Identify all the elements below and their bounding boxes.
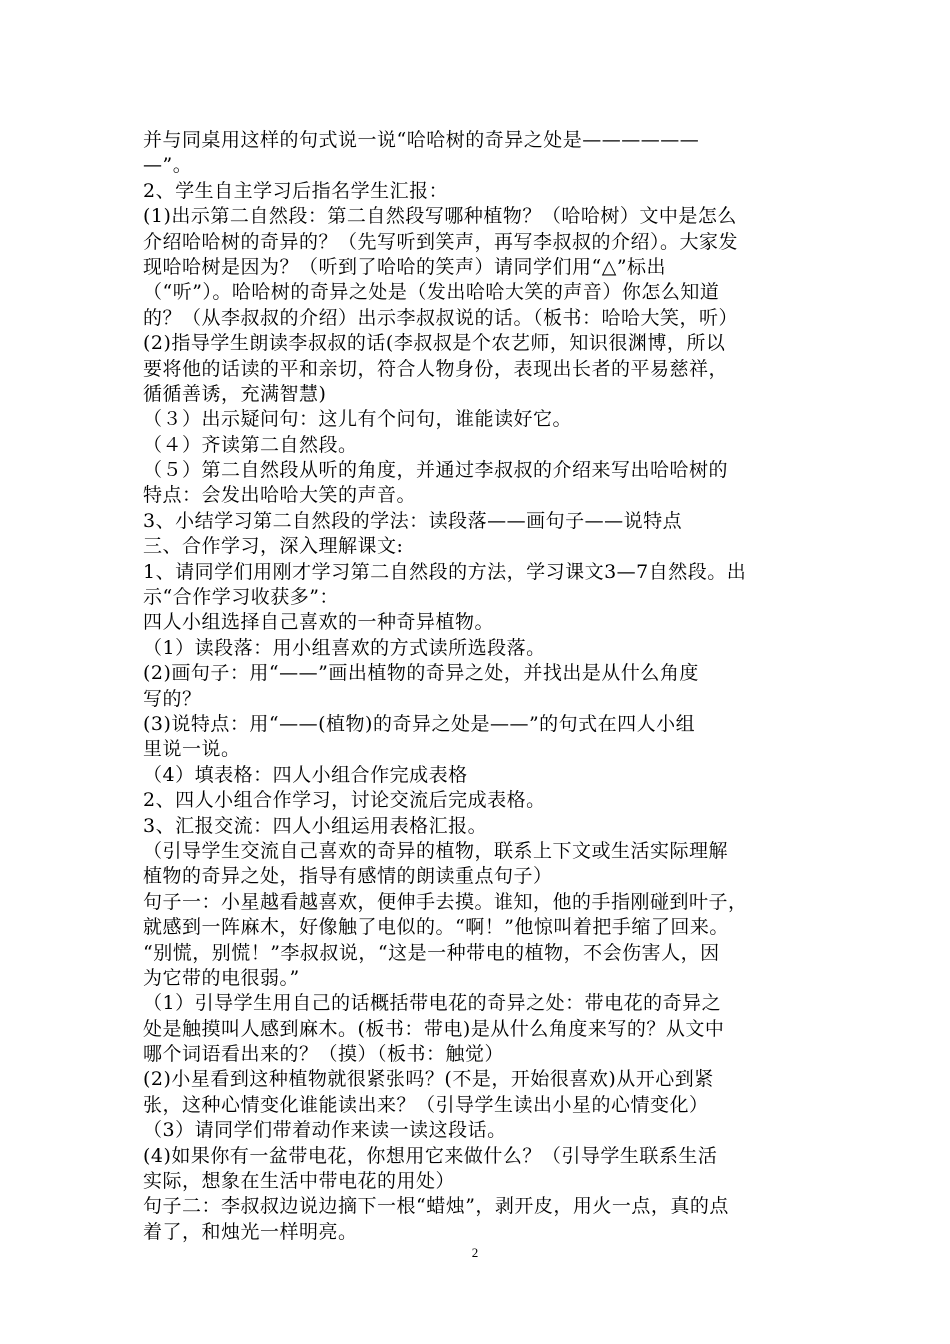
text-line: 句子一：小星越看越喜欢，便伸手去摸。谁知，他的手指刚碰到叶子， <box>143 890 748 913</box>
text-line: 2、四人小组合作学习，讨论交流后完成表格。 <box>143 789 546 812</box>
body-text <box>143 128 815 1245</box>
text-line: 就感到一阵麻木，好像触了电似的。“啊！”他惊叫着把手缩了回来。 <box>143 916 729 939</box>
text-line: 的？（从李叔叔的介绍）出示李叔叔说的话。（板书：哈哈大笑，听） <box>143 306 739 329</box>
text-line: (2)小星看到这种植物就很紧张吗？(不是，开始很喜欢)从开心到紧 <box>143 1068 714 1091</box>
text-line: （引导学生交流自己喜欢的奇异的植物，联系上下文或生活实际理解 <box>143 839 729 862</box>
text-line: 处是触摸叫人感到麻木。(板书：带电)是从什么角度来写的？从文中 <box>143 1017 725 1040</box>
text-line: —”。 <box>143 154 193 177</box>
text-line: （３）出示疑问句：这儿有个问句，谁能读好它。 <box>143 408 573 431</box>
text-line: 特点：会发出哈哈大笑的声音。 <box>143 484 417 507</box>
text-line: （５）第二自然段从听的角度，并通过李叔叔的介绍来写出哈哈树的 <box>143 459 729 482</box>
text-line: 现哈哈树是因为？（听到了哈哈的笑声）请同学们用“△”标出 <box>143 255 667 278</box>
text-line: (3)说特点：用“——(植物)的奇异之处是——”的句式在四人小组 <box>143 712 696 735</box>
text-line: 植物的奇异之处，指导有感情的朗读重点句子） <box>143 865 553 888</box>
text-line: (2)指导学生朗读李叔叔的话(李叔叔是个农艺师，知识很渊博，所以 <box>143 332 726 355</box>
text-line: 张，这种心情变化谁能读出来？（引导学生读出小星的心情变化） <box>143 1093 709 1116</box>
text-line: 循循善诱，充满智慧) <box>143 382 327 405</box>
text-line: 3、汇报交流：四人小组运用表格汇报。 <box>143 814 488 837</box>
text-line: 2、学生自主学习后指名学生汇报： <box>143 179 449 202</box>
text-line: （1）引导学生用自己的话概括带电花的奇异之处：带电花的奇异之 <box>143 992 722 1015</box>
text-line: 三、合作学习，深入理解课文: <box>143 535 404 558</box>
text-line: 写的？ <box>143 687 202 710</box>
page-number: 2 <box>471 1245 479 1260</box>
text-line: （“听”）。哈哈树的奇异之处是（发出哈哈大笑的声音）你怎么知道 <box>143 281 720 304</box>
text-line: 句子二：李叔叔边说边摘下一根“蜡烛”，剥开皮，用火一点，真的点 <box>143 1195 729 1218</box>
text-line: 四人小组选择自己喜欢的一种奇异植物。 <box>143 611 495 634</box>
text-line: 3、小结学习第二自然段的学法：读段落——画句子——说特点 <box>143 509 683 532</box>
text-line: 要将他的话读的平和亲切，符合人物身份，表现出长者的平易慈祥， <box>143 357 729 380</box>
text-line: 实际，想象在生活中带电花的用处） <box>143 1170 456 1193</box>
text-line: （3）请同学们带着动作来读一读这段话。 <box>143 1119 507 1142</box>
text-line: （4）填表格：四人小组合作完成表格 <box>143 763 468 786</box>
text-line: (4)如果你有一盆带电花，你想用它来做什么？（引导学生联系生活 <box>143 1144 718 1167</box>
text-line: 哪个词语看出来的？（摸）（板书：触觉） <box>143 1043 505 1066</box>
text-line: 里说一说。 <box>143 738 241 761</box>
text-line: 介绍哈哈树的奇异的？（先写听到笑声，再写李叔叔的介绍）。大家发 <box>143 230 739 253</box>
text-line: 1、请同学们用刚才学习第二自然段的方法，学习课文3—7自然段。出 <box>143 560 747 583</box>
text-line: 着了，和烛光一样明亮。 <box>143 1220 358 1243</box>
text-line: “别慌，别慌！”李叔叔说，“这是一种带电的植物，不会伤害人，因 <box>143 941 720 964</box>
text-line: （1）读段落：用小组喜欢的方式读所选段落。 <box>143 636 546 659</box>
text-line: 为它带的电很弱。” <box>143 966 300 989</box>
text-line: （４）齐读第二自然段。 <box>143 433 358 456</box>
text-line: (2)画句子：用“——”画出植物的奇异之处，并找出是从什么角度 <box>143 662 699 685</box>
text-line: 示“合作学习收获多”： <box>143 586 339 609</box>
text-line: (1)出示第二自然段：第二自然段写哪种植物？（哈哈树）文中是怎么 <box>143 205 737 228</box>
text-line: 并与同桌用这样的句式说一说“哈哈树的奇异之处是—————— <box>143 129 700 151</box>
